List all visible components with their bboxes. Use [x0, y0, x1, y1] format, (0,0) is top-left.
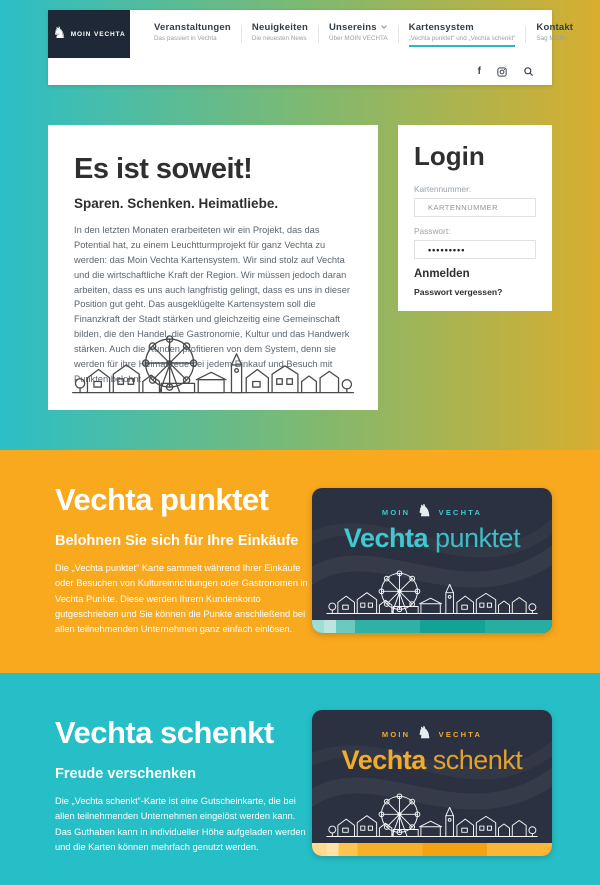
- town-skyline-illustration: [63, 328, 363, 400]
- town-skyline-illustration: [319, 565, 545, 619]
- card-number-input[interactable]: [414, 198, 536, 217]
- card-title: [312, 745, 552, 776]
- intro-title: Es ist soweit!: [74, 153, 253, 185]
- navbar: [48, 10, 574, 85]
- card-title: [312, 523, 552, 554]
- social-bar: [48, 58, 552, 85]
- nav-item-unsereins[interactable]: [319, 22, 398, 47]
- card-brand-vechta: VECHTA: [438, 508, 483, 517]
- schenkt-subtitle: Freude verschenken: [55, 766, 197, 782]
- card-brand-row: [312, 726, 552, 743]
- nav-item-neuigkeiten[interactable]: [242, 22, 318, 47]
- login-submit-button[interactable]: Anmelden: [414, 268, 470, 280]
- forgot-password-link[interactable]: Passwort vergessen?: [414, 287, 503, 297]
- punktet-text-block: [55, 482, 313, 638]
- nav-item-label: Veranstaltungen: [154, 21, 231, 33]
- nav-item-sublabel: Über MOIN VECHTA: [328, 34, 388, 42]
- schenkt-title: Vechta schenkt: [55, 715, 274, 750]
- card-number-label: Kartennummer:: [414, 184, 472, 194]
- card-color-strip: [312, 843, 552, 856]
- knight-icon: ♞: [52, 25, 67, 42]
- nav-item-sublabel: Sag MOIN: [536, 34, 566, 42]
- card-brand-moin: MOIN: [381, 730, 411, 739]
- nav-item-veranstaltungen[interactable]: [144, 22, 241, 47]
- card-title-bold: Vechta: [343, 523, 428, 553]
- vechta-punktet-card-image: [312, 488, 552, 633]
- password-label: Passwort:: [414, 226, 451, 236]
- schenkt-section: [0, 673, 600, 885]
- schenkt-text-block: [55, 715, 313, 855]
- card-brand-row: [312, 504, 552, 521]
- vechta-schenkt-card-image: [312, 710, 552, 856]
- punktet-subtitle: Belohnen Sie sich für Ihre Einkäufe: [55, 533, 299, 549]
- nav-item-kontakt[interactable]: [526, 22, 583, 47]
- nav-item-sublabel: „Vechta punktet“ und „Vechta schenkt“: [408, 34, 516, 42]
- nav-item-label: Unsereins: [328, 21, 377, 33]
- knight-icon: ♞: [417, 725, 432, 742]
- nav-item-label: Kartensystem: [408, 21, 474, 33]
- login-card: [398, 125, 552, 311]
- password-input[interactable]: [414, 240, 536, 259]
- intro-subtitle: Sparen. Schenken. Heimatliebe.: [74, 196, 279, 211]
- schenkt-body: Die „Vechta schenkt“-Karte ist eine Gutscheinkarte, die bei allen teilnehmenden Unternehmen eingelöst werden kann. Das Guthaben kann in individueller Höhe aufgeladen werden und die Karten können mehrfach genutzt werden.: [55, 796, 306, 852]
- card-brand-moin: MOIN: [381, 508, 411, 517]
- logo-text: MOIN VECHTA: [70, 30, 126, 38]
- facebook-icon[interactable]: f: [477, 66, 481, 77]
- town-skyline-illustration: [319, 788, 545, 842]
- punktet-section: [0, 450, 600, 673]
- nav-item-sublabel: Die neuesten News: [251, 34, 307, 42]
- search-icon[interactable]: [523, 66, 534, 77]
- chevron-down-icon: [381, 23, 387, 29]
- card-title-light: punktet: [435, 523, 521, 553]
- instagram-icon[interactable]: [497, 67, 507, 77]
- punktet-body: Die „Vechta punktet“ Karte sammelt während Ihrer Einkäufe oder Besuchen von Kultureinrichtungen oder Gastronomen in Vechta Punkte. Diese werden Ihrem Kundenkonto gutgeschrieben und Sie können die Punkte anschließend bei allen teilnehmenden Unternehmen ganz einfach einlösen.: [55, 563, 308, 635]
- card-color-strip: [312, 620, 552, 633]
- logo[interactable]: [48, 10, 130, 58]
- intro-card: [48, 125, 378, 410]
- knight-icon: ♞: [417, 503, 432, 520]
- card-brand-vechta: VECHTA: [438, 730, 483, 739]
- nav-item-sublabel: Das passiert in Vechta: [154, 34, 217, 42]
- nav-item-label: Neuigkeiten: [251, 21, 308, 33]
- nav-item-label: Kontakt: [536, 21, 574, 33]
- nav-item-kartensystem[interactable]: [399, 22, 526, 47]
- main-menu: [130, 10, 583, 58]
- punktet-title: Vechta punktet: [55, 482, 269, 517]
- card-title-light: schenkt: [432, 745, 523, 775]
- intro-body: In den letzten Monaten erarbeiteten wir ein Projekt, das das Potential hat, zu einem Leuchtturmprojekt für ganz Vechta zu werden: das Moin Vechta Kartensystem. Wir sind stolz auf Vechta und die wirtschaftliche Kraft der Region. Wir müssen jedoch daran arbeiten, dass es uns auch langfristig gelingt, dass es uns in dieser Position gut geht. Das ausgeklügelte Kartensystem soll die Finanzkraft der Stadt stärken und gleichzeitig eine Gemeinschaft bilden, die den Handel, die Gastronomie, Kultur und das Handwerk stärken. Auch die Kunden profitieren von dem System, denn sie werden für ihre Heimattreue bei jedem Einkauf und Besuch mit Punkten belohnt.: [74, 225, 350, 384]
- login-title: Login: [414, 141, 485, 171]
- card-title-bold: Vechta: [341, 745, 426, 775]
- nav-main-row: [48, 10, 574, 58]
